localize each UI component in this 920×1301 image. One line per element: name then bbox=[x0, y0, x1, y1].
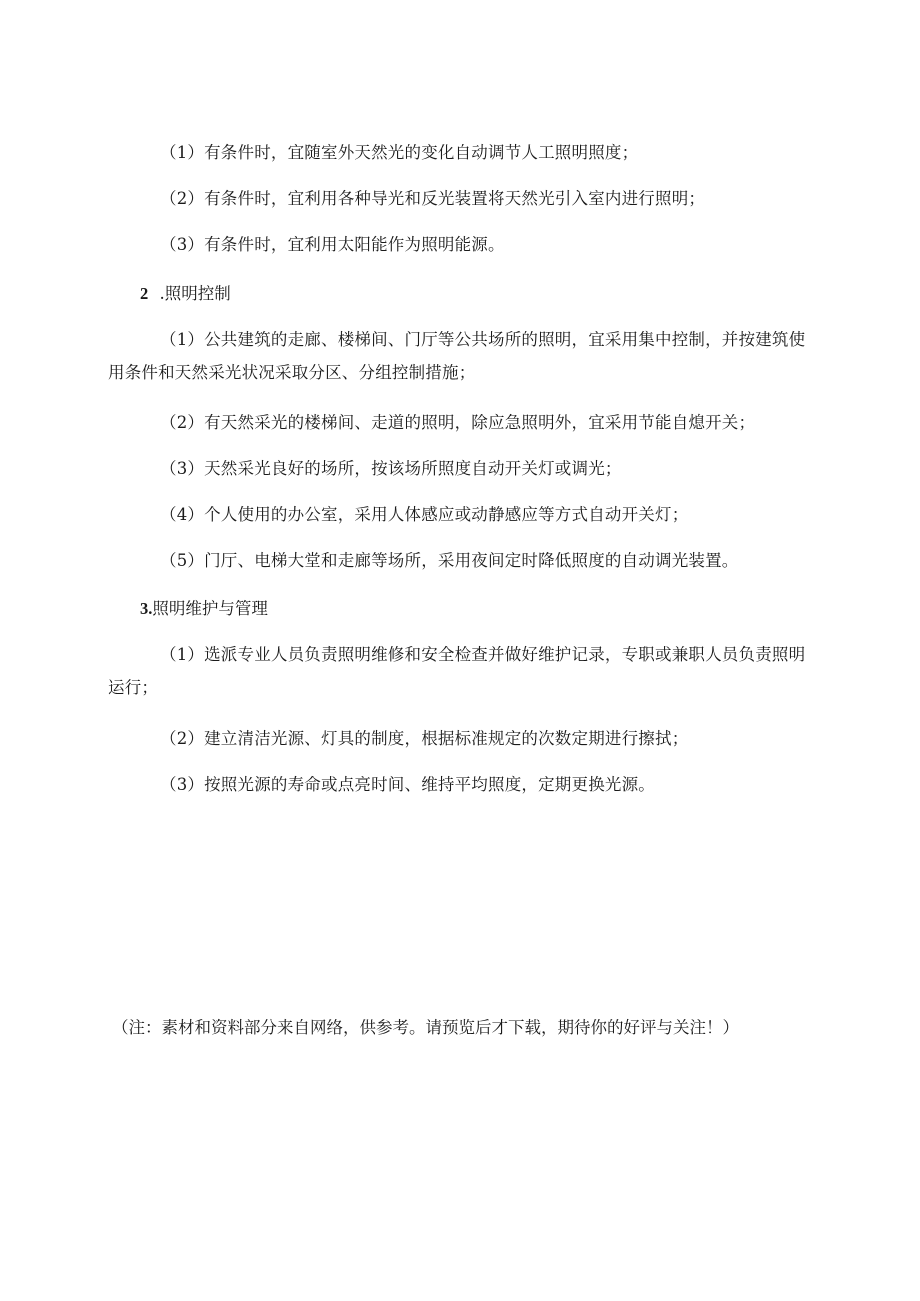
daylight-item-2: （2）有条件时，宜利用各种导光和反光装置将天然光引入室内进行照明； bbox=[160, 189, 706, 208]
control-item-4: （4）个人使用的办公室，采用人体感应或动静感应等方式自动开关灯； bbox=[160, 505, 689, 524]
control-item-1: （1）公共建筑的走廊、楼梯间、门厅等公共场所的照明，宜采用集中控制，并按建筑使用条件和天然采光状况采取分区、分组控制措施； bbox=[108, 330, 806, 382]
daylight-item-3: （3）有条件时，宜利用太阳能作为照明能源。 bbox=[160, 235, 505, 254]
control-item-2: （2）有天然采光的楼梯间、走道的照明，除应急照明外，宜采用节能自熄开关； bbox=[160, 413, 756, 432]
section-heading-lighting-control bbox=[140, 277, 231, 310]
section-number: 3. bbox=[140, 599, 153, 618]
section-title: .照明控制 bbox=[159, 284, 231, 303]
maintenance-item-3: （3）按照光源的寿命或点亮时间、维持平均照度，定期更换光源。 bbox=[160, 775, 655, 794]
section-number: 2 bbox=[140, 284, 149, 303]
control-item-5: （5）门厅、电梯大堂和走廊等场所，采用夜间定时降低照度的自动调光装置。 bbox=[160, 551, 739, 570]
maintenance-item-1: （1）选派专业人员负责照明维修和安全检查并做好维护记录，专职或兼职人员负责照明运行； bbox=[108, 645, 806, 697]
control-item-3: （3）天然采光良好的场所，按该场所照度自动开关灯或调光； bbox=[160, 459, 622, 478]
section-title: 照明维护与管理 bbox=[152, 599, 268, 618]
source-note: （注：素材和资料部分来自网络，供参考。请预览后才下载，期待你的好评与关注！） bbox=[112, 1018, 739, 1037]
maintenance-item-2: （2）建立清洁光源、灯具的制度，根据标准规定的次数定期进行擦拭； bbox=[160, 729, 689, 748]
section-heading-maintenance bbox=[140, 592, 268, 625]
daylight-item-1: （1）有条件时，宜随室外天然光的变化自动调节人工照明照度； bbox=[160, 143, 639, 162]
